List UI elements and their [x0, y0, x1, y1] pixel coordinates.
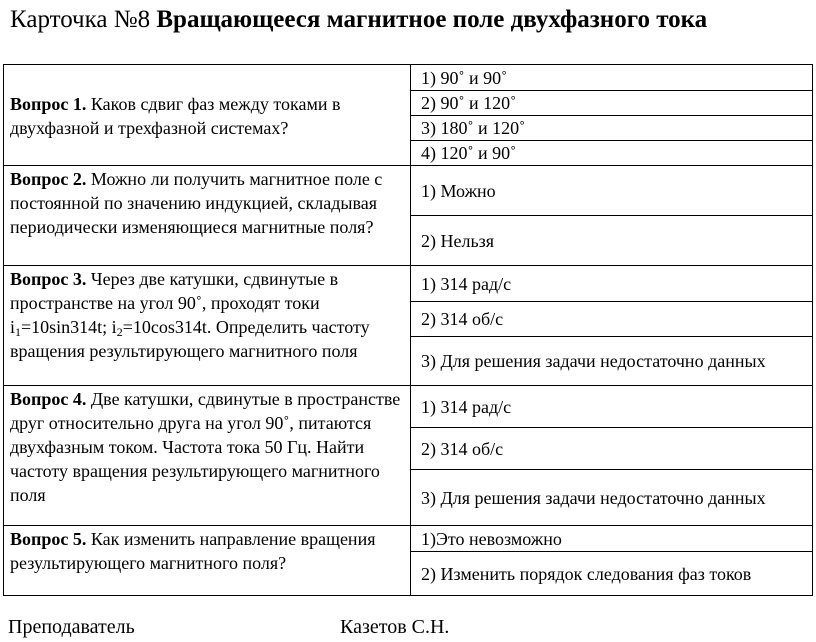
question-1: [4, 65, 411, 166]
subscript: 2: [116, 325, 123, 339]
question-text: Каков сдвиг фаз между токами в двухфазной и трехфазной системах?: [10, 93, 341, 138]
card-topic: Вращающееся магнитное поле двухфазного тока: [156, 6, 708, 33]
question-label: Вопрос 4.: [10, 389, 87, 409]
table-row: [4, 65, 813, 91]
formula-part: =10sin314t; i: [21, 317, 117, 337]
answer-option[interactable]: 4) 120˚ и 90˚: [411, 141, 813, 166]
question-label: Вопрос 5.: [10, 529, 87, 549]
answer-option[interactable]: 2) 314 об/с: [411, 302, 813, 337]
answer-option[interactable]: 2) 314 об/с: [411, 428, 813, 470]
teacher-name: Казетов С.Н.: [340, 616, 450, 638]
question-3: [4, 266, 411, 386]
question-2: [4, 166, 411, 266]
answer-option[interactable]: 1) 314 рад/с: [411, 386, 813, 428]
table-row: [4, 386, 813, 428]
answer-option[interactable]: 2) Нельзя: [411, 216, 813, 266]
table-row: [4, 166, 813, 216]
card-number: Карточка №8: [10, 6, 151, 33]
questions-table: [3, 64, 813, 596]
answer-option[interactable]: 3) 180˚ и 120˚: [411, 116, 813, 141]
question-4: [4, 386, 411, 526]
answer-option[interactable]: 1) 314 рад/с: [411, 266, 813, 302]
card-title: [10, 4, 810, 36]
answer-option[interactable]: 2) Изменить порядок следования фаз токов: [411, 552, 813, 596]
answer-option[interactable]: 1)Это невозможно: [411, 526, 813, 552]
question-label: Вопрос 2.: [10, 169, 87, 189]
answer-option[interactable]: 3) Для решения задачи недостаточно данных: [411, 337, 813, 386]
question-text: Можно ли получить магнитное поле с постоянной по значению индукцией, складывая периодически изменяющиеся магнитные поля?: [10, 169, 383, 237]
question-text: Через две катушки, сдвинутые в пространстве на угол 90˚, проходят токи: [10, 269, 339, 313]
subscript: 1: [15, 325, 22, 339]
question-label: Вопрос 3.: [10, 269, 87, 289]
answer-option[interactable]: 1) 90˚ и 90˚: [411, 65, 813, 91]
answer-option[interactable]: 3) Для решения задачи недостаточно данных: [411, 470, 813, 526]
question-label: Вопрос 1.: [10, 93, 87, 114]
answer-option[interactable]: 2) 90˚ и 120˚: [411, 91, 813, 116]
teacher-label: Преподаватель: [8, 616, 135, 638]
formula-part: i: [10, 317, 16, 337]
question-text: =10cos314t. Определить частоту вращения результирующего магнитного поля: [10, 317, 370, 361]
question-text: Две катушки, сдвинутые в пространстве друг относительно друга на угол 90˚, питаются двухфазным током. Частота тока 50 Гц. Найти частоту вращения результирующего магнитного поля: [10, 389, 401, 505]
question-5: [4, 526, 411, 596]
question-text: Как изменить направление вращения результирующего магнитного поля?: [10, 529, 376, 573]
answer-option[interactable]: 1) Можно: [411, 166, 813, 216]
table-row: [4, 526, 813, 552]
table-row: [4, 266, 813, 302]
